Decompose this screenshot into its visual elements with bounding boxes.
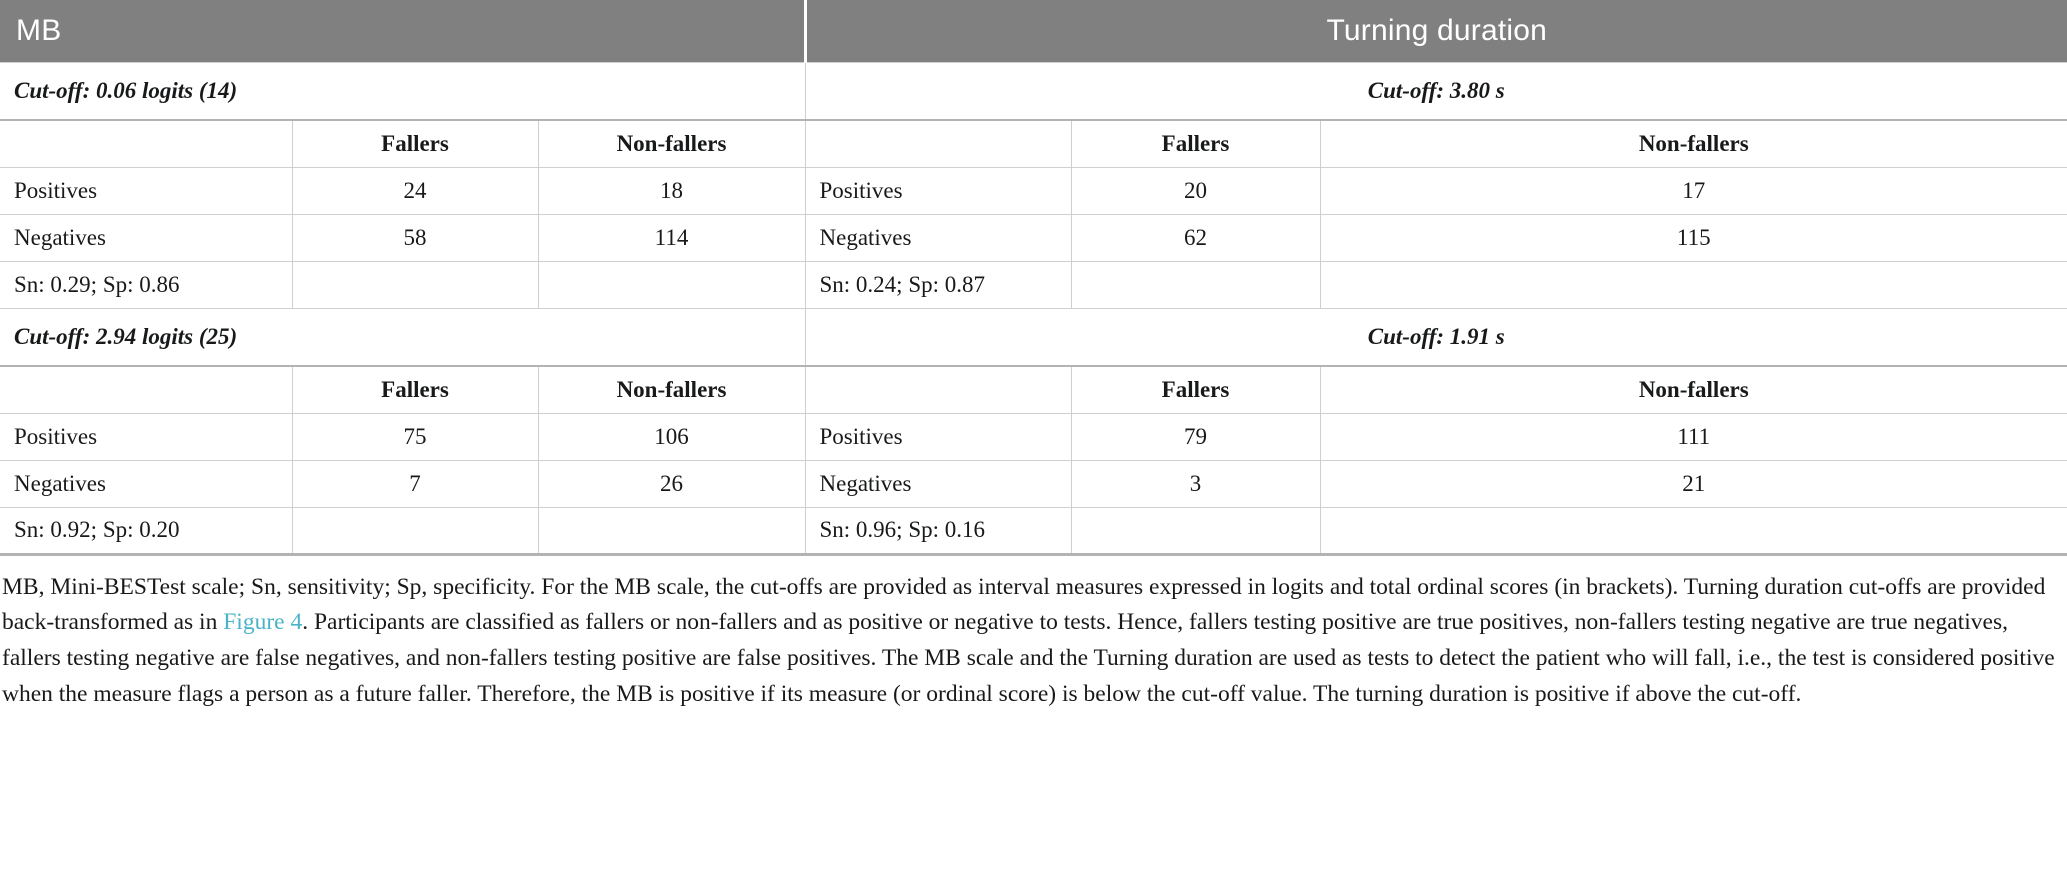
colheader-nonfallers-left-2: Non-fallers [538,366,805,413]
table-row [0,214,2067,261]
cell-negatives-fallers-left-1: 58 [292,214,538,261]
colheader-nonfallers-right-2: Non-fallers [1320,366,2067,413]
table-row-stats [0,507,2067,554]
stats-right-2-blank-b [1320,507,2067,554]
cell-negatives-fallers-right-1: 62 [1071,214,1320,261]
stats-left-1: Sn: 0.29; Sp: 0.86 [0,261,292,308]
table-row-stats [0,261,2067,308]
footnote-text-part1: MB, Mini-BESTest scale; Sn, sensitivity; Sp, specificity. For the MB scale, the cut-offs are provided as interval measures expressed in logits and total ordinal scores (in brackets). Turning duration cut-offs are provided back-transformed as in [2,573,2046,636]
rowlabel-negatives-left-1: Negatives [0,214,292,261]
colheader-fallers-right-1: Fallers [1071,120,1320,167]
stats-right-1-blank-a [1071,261,1320,308]
cutoff-turning-2: Cut-off: 1.91 s [805,308,2067,366]
table-row [0,413,2067,460]
colheader-nonfallers-right-1: Non-fallers [1320,120,2067,167]
rowlabel-positives-right-1: Positives [805,167,1071,214]
cell-positives-fallers-right-2: 79 [1071,413,1320,460]
cell-positives-fallers-right-1: 20 [1071,167,1320,214]
cell-negatives-fallers-left-2: 7 [292,460,538,507]
footnote-text-part2: . Participants are classified as fallers or non-fallers and as positive or negative to tests. Hence, fallers testing positive are true positives, non-fallers testing negative are true negatives, fallers testing negative are false negatives, and non-fallers testing positive are false positives. The MB scale and the Turning duration are used as tests to detect the patient who will fall, i.e., the test is considered positive when the measure flags a person as a future faller. Therefore, the MB is positive if its measure (or ordinal score) is below the cut-off value. The turning duration is positive if above the cut-off. [2,609,2055,708]
rowlabel-negatives-left-2: Negatives [0,460,292,507]
cell-positives-nonfallers-right-1: 17 [1320,167,2067,214]
colheader-blank-right-2 [805,366,1071,413]
colheader-fallers-right-2: Fallers [1071,366,1320,413]
rowlabel-negatives-right-1: Negatives [805,214,1071,261]
colheader-fallers-left-2: Fallers [292,366,538,413]
colheader-blank-left-1 [0,120,292,167]
colheader-fallers-left-1: Fallers [292,120,538,167]
column-header-row [0,366,2067,413]
cutoff-mb-1: Cut-off: 0.06 logits (14) [0,62,805,120]
banner-title-turning-duration: Turning duration [805,0,2067,62]
stats-right-1: Sn: 0.24; Sp: 0.87 [805,261,1071,308]
colheader-nonfallers-left-1: Non-fallers [538,120,805,167]
cell-positives-fallers-left-2: 75 [292,413,538,460]
stats-right-2: Sn: 0.96; Sp: 0.16 [805,507,1071,554]
rowlabel-positives-left-1: Positives [0,167,292,214]
stats-right-1-blank-b [1320,261,2067,308]
figure-4-link[interactable]: Figure 4 [223,609,303,636]
table-footnote [0,556,2067,714]
stats-left-2-blank-a [292,507,538,554]
stats-left-1-blank-a [292,261,538,308]
stats-right-2-blank-a [1071,507,1320,554]
cutoff-mb-2: Cut-off: 2.94 logits (25) [0,308,805,366]
table-row [0,460,2067,507]
rowlabel-negatives-right-2: Negatives [805,460,1071,507]
stats-left-1-blank-b [538,261,805,308]
cell-negatives-fallers-right-2: 3 [1071,460,1320,507]
table-banner-row [0,0,2067,62]
colheader-blank-left-2 [0,366,292,413]
cell-positives-fallers-left-1: 24 [292,167,538,214]
cell-positives-nonfallers-left-2: 106 [538,413,805,460]
banner-title-mb: MB [0,0,805,62]
section-cutoff-row [0,62,2067,120]
column-header-row [0,120,2067,167]
stats-left-2-blank-b [538,507,805,554]
stats-left-2: Sn: 0.92; Sp: 0.20 [0,507,292,554]
cell-negatives-nonfallers-right-1: 115 [1320,214,2067,261]
rowlabel-positives-right-2: Positives [805,413,1071,460]
section-cutoff-row [0,308,2067,366]
cell-positives-nonfallers-right-2: 111 [1320,413,2067,460]
cell-positives-nonfallers-left-1: 18 [538,167,805,214]
cell-negatives-nonfallers-left-1: 114 [538,214,805,261]
cell-negatives-nonfallers-right-2: 21 [1320,460,2067,507]
rowlabel-positives-left-2: Positives [0,413,292,460]
cell-negatives-nonfallers-left-2: 26 [538,460,805,507]
table-row [0,167,2067,214]
colheader-blank-right-1 [805,120,1071,167]
cutoff-turning-1: Cut-off: 3.80 s [805,62,2067,120]
